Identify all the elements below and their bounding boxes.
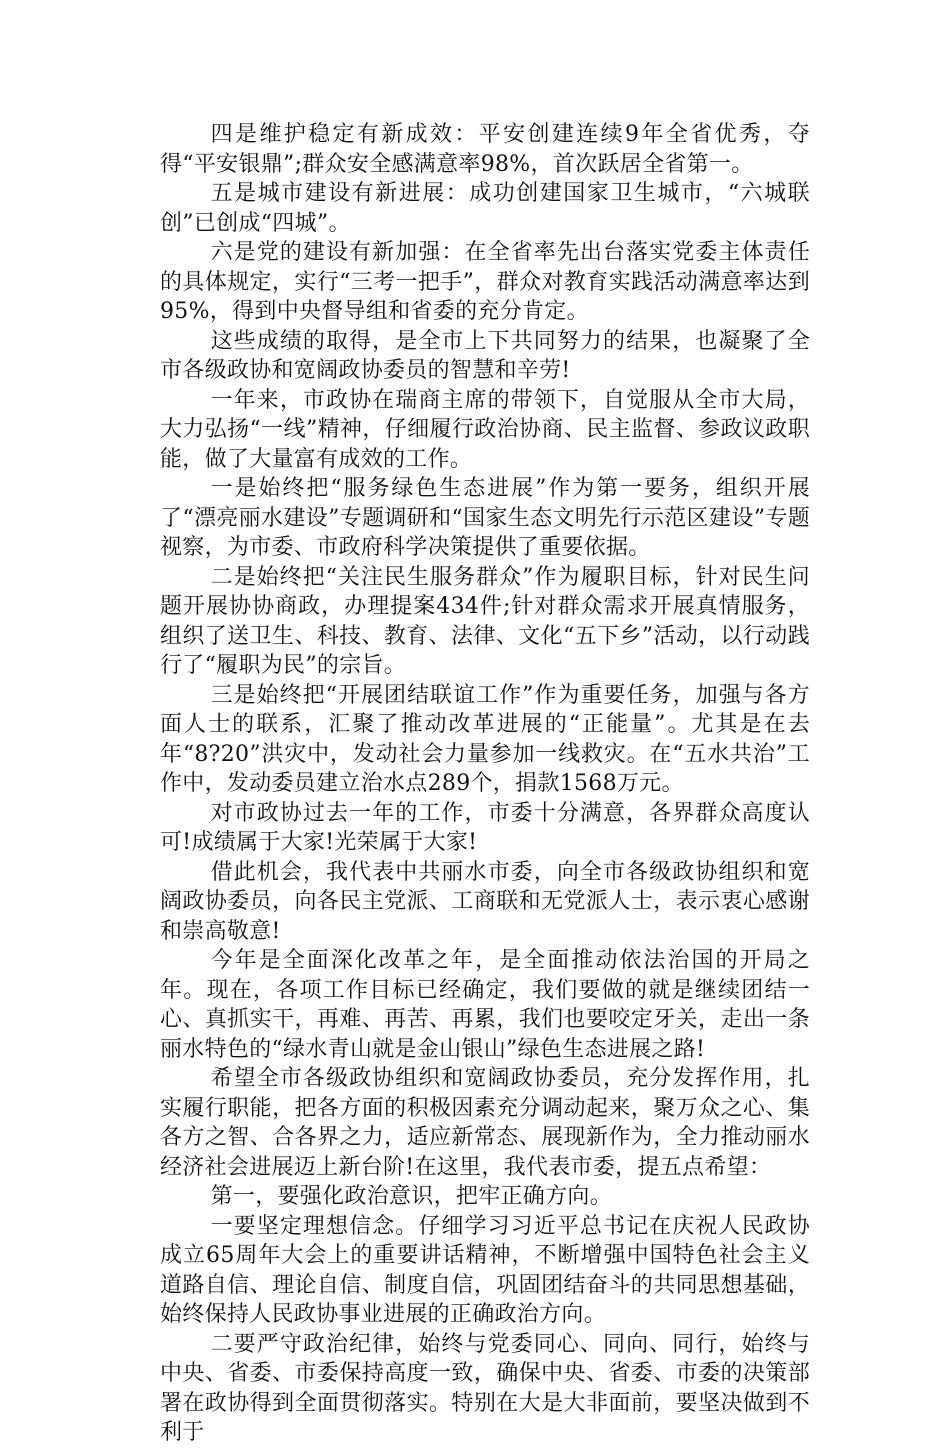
paragraph-8: 三是始终把“开展团结联谊工作”作为重要任务，加强与各方面人士的联系，汇聚了推动改革进展的“正能量”。尤其是在去年“8?20”洪灾中，发动社会力量参加一线救灾。在“五水共治”工作中，发动委员建立治水点289个，捐款1568万元。 bbox=[160, 682, 810, 796]
paragraph-5: 一年来，市政协在瑞商主席的带领下，自觉服从全市大局，大力弘扬“一线”精神，仔细履行政治协商、民主监督、参政议政职能，做了大量富有成效的工作。 bbox=[160, 387, 810, 472]
paragraph-11: 今年是全面深化改革之年，是全面推动依法治国的开局之年。现在，各项工作目标已经确定，我们要做的就是继续团结一心、真抓实干，再难、再苦、再累，我们也要咬定牙关，走出一条丽水特色的“绿水青山就是金山银山”绿色生态进展之路! bbox=[160, 948, 810, 1062]
paragraph-9: 对市政协过去一年的工作，市委十分满意，各界群众高度认可!成绩属于大家!光荣属于大家! bbox=[160, 800, 810, 855]
paragraph-2: 五是城市建设有新进展：成功创建国家卫生城市，“六城联创”已创成“四城”。 bbox=[160, 181, 810, 236]
paragraph-7: 二是始终把“关注民生服务群众”作为履职目标，针对民生问题开展协协商政，办理提案434件;针对群众需求开展真情服务，组织了送卫生、科技、教育、法律、文化“五下乡”活动，以行动践行了“履职为民”的宗旨。 bbox=[160, 564, 810, 678]
paragraph-13: 第一，要强化政治意识，把牢正确方向。 bbox=[210, 1184, 612, 1209]
paragraph-10: 借此机会，我代表中共丽水市委，向全市各级政协组织和宽阔政协委员，向各民主党派、工商联和无党派人士，表示衷心感谢和崇高敬意! bbox=[160, 859, 810, 944]
paragraph-3: 六是党的建设有新加强：在全省率先出台落实党委主体责任的具体规定，实行“三考一把手”，群众对教育实践活动满意率达到95%，得到中央督导组和省委的充分肯定。 bbox=[160, 240, 810, 324]
paragraph-6: 一是始终把“服务绿色生态进展”作为第一要务，组织开展了“漂亮丽水建设”专题调研和“国家生态文明先行示范区建设”专题视察，为市委、市政府科学决策提供了重要依据。 bbox=[160, 476, 810, 560]
paragraph-4: 这些成绩的取得，是全市上下共同努力的结果，也凝聚了全市各级政协和宽阔政协委员的智慧和辛劳! bbox=[160, 328, 810, 383]
document-body bbox=[160, 120, 810, 1448]
paragraph-14: 一要坚定理想信念。仔细学习习近平总书记在庆祝人民政协成立65周年大会上的重要讲话精神，不断增强中国特色社会主义道路自信、理论自信、制度自信，巩固团结奋斗的共同思想基础，始终保持人民政协事业进展的正确政治方向。 bbox=[160, 1213, 810, 1327]
paragraph-12: 希望全市各级政协组织和宽阔政协委员，充分发挥作用，扎实履行职能，把各方面的积极因素充分调动起来，聚万众之心、集各方之智、合各界之力，适应新常态、展现新作为，全力推动丽水经济社会进展迈上新台阶!在这里，我代表市委，提五点希望： bbox=[160, 1066, 810, 1180]
paragraph-15: 二要严守政治纪律，始终与党委同心、同向、同行，始终与中央、省委、市委保持高度一致，确保中央、省委、市委的决策部署在政协得到全面贯彻落实。特别在大是大非面前，要坚决做到不利于 bbox=[160, 1331, 810, 1445]
paragraph-1: 四是维护稳定有新成效：平安创建连续9年全省优秀，夺得“平安银鼎”;群众安全感满意率98%，首次跃居全省第一。 bbox=[160, 122, 810, 177]
